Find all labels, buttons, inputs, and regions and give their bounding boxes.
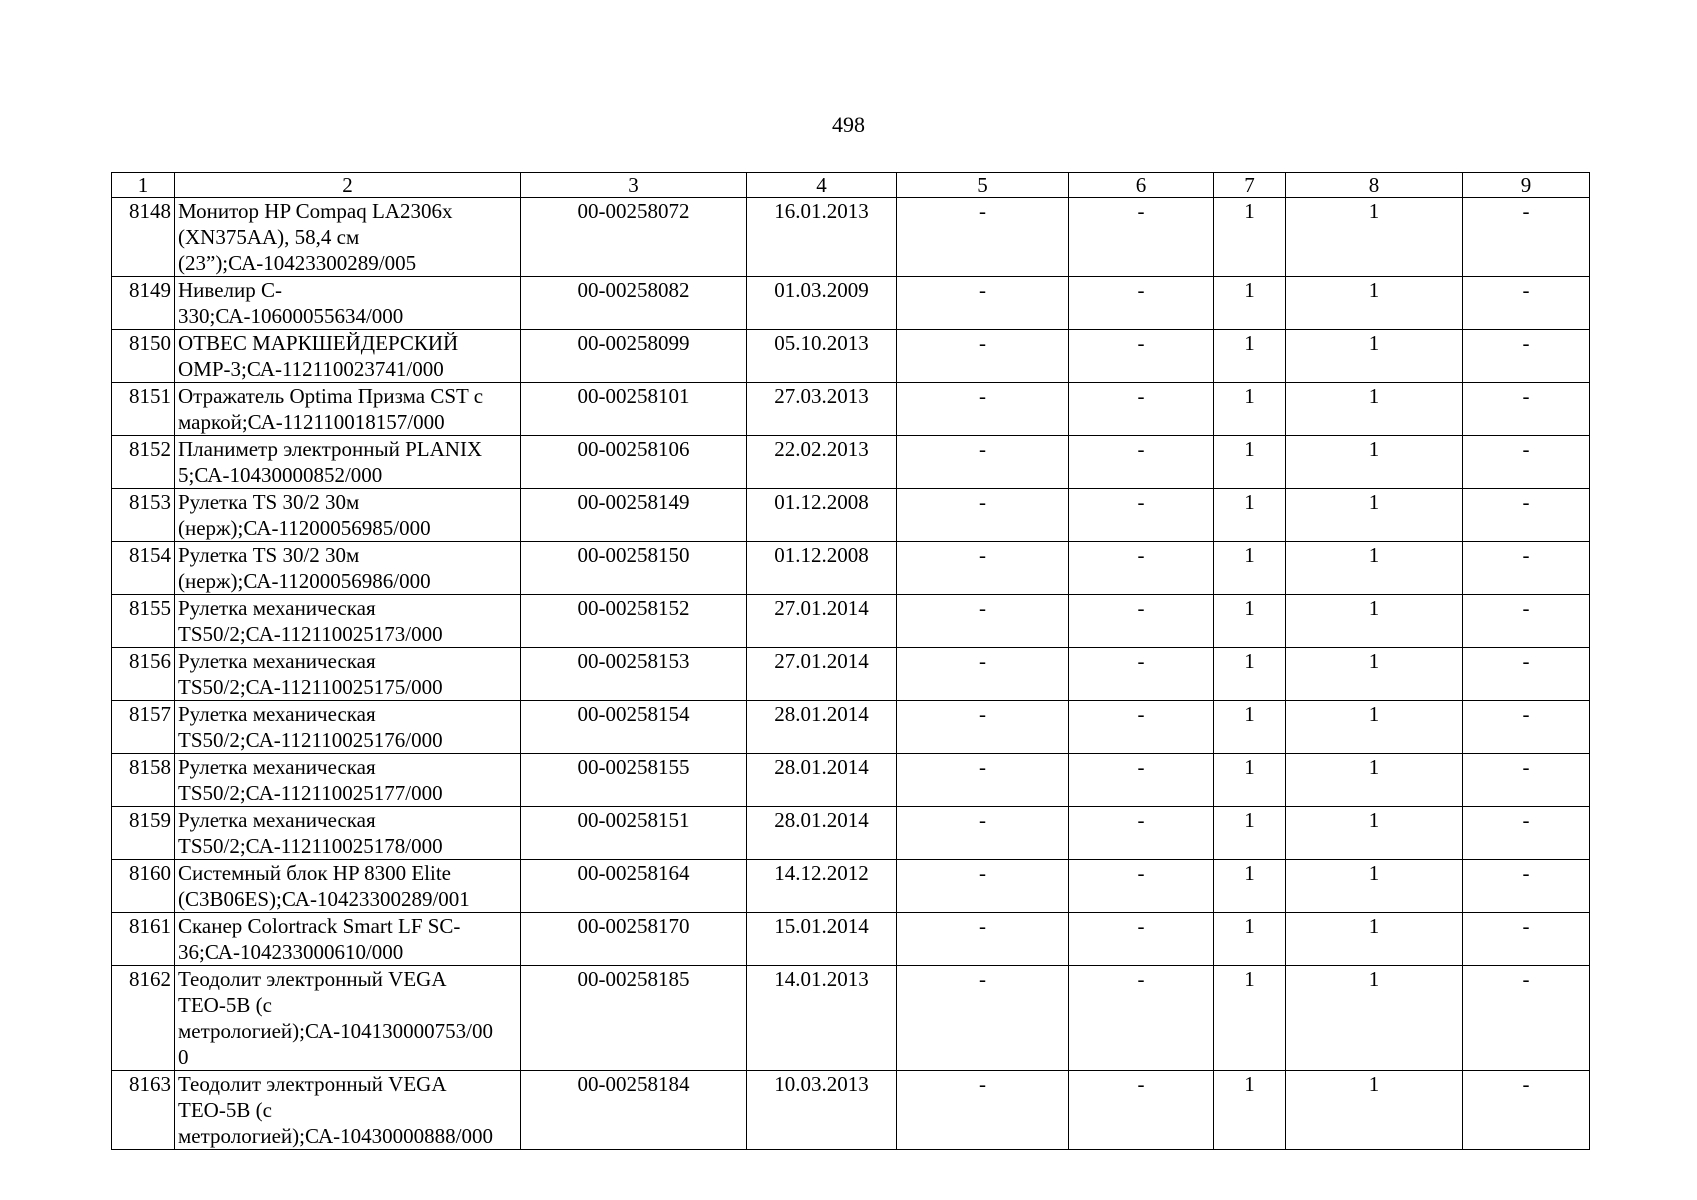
inventory-table — [111, 172, 1590, 1150]
table-row — [112, 860, 1590, 913]
col7-value: 1 — [1214, 198, 1286, 277]
col9-value: - — [1463, 330, 1590, 383]
col7-value: 1 — [1214, 489, 1286, 542]
col7-value: 1 — [1214, 754, 1286, 807]
item-name — [175, 648, 521, 701]
item-name-line: Теодолит электронный VEGA — [178, 967, 447, 991]
item-name-line: маркой;СА-112110018157/000 — [178, 410, 445, 434]
item-name-line: Рулетка механическая — [178, 755, 376, 779]
col5-value: - — [897, 860, 1069, 913]
item-name-line: (XN375AA), 58,4 см — [178, 225, 360, 249]
col6-value: - — [1069, 1071, 1214, 1150]
item-name-line: 5;СА-10430000852/000 — [178, 463, 383, 487]
col9-value: - — [1463, 648, 1590, 701]
row-number: 8154 — [112, 542, 175, 595]
item-name-line: Сканер Colortrack Smart LF SC- — [178, 914, 461, 938]
col7-value: 1 — [1214, 701, 1286, 754]
col8-value: 1 — [1286, 595, 1463, 648]
item-name — [175, 542, 521, 595]
col8-value: 1 — [1286, 383, 1463, 436]
col6-value: - — [1069, 913, 1214, 966]
item-name — [175, 966, 521, 1071]
col5-value: - — [897, 198, 1069, 277]
item-name — [175, 913, 521, 966]
inventory-number: 00-00258185 — [521, 966, 747, 1071]
item-name-line: (нерж);СА-11200056985/000 — [178, 516, 431, 540]
col9-value: - — [1463, 1071, 1590, 1150]
date: 28.01.2014 — [747, 701, 897, 754]
item-name-line: TS50/2;СА-112110025175/000 — [178, 675, 443, 699]
date: 16.01.2013 — [747, 198, 897, 277]
date: 10.03.2013 — [747, 1071, 897, 1150]
col9-value: - — [1463, 701, 1590, 754]
col6-value: - — [1069, 542, 1214, 595]
inventory-number: 00-00258149 — [521, 489, 747, 542]
inventory-number: 00-00258101 — [521, 383, 747, 436]
inventory-number: 00-00258170 — [521, 913, 747, 966]
inventory-number: 00-00258072 — [521, 198, 747, 277]
col8-value: 1 — [1286, 648, 1463, 701]
date: 14.12.2012 — [747, 860, 897, 913]
item-name-line: (нерж);СА-11200056986/000 — [178, 569, 431, 593]
column-header: 8 — [1286, 173, 1463, 198]
col8-value: 1 — [1286, 330, 1463, 383]
col8-value: 1 — [1286, 860, 1463, 913]
table-row — [112, 542, 1590, 595]
item-name-line: 0 — [178, 1045, 189, 1069]
column-header: 4 — [747, 173, 897, 198]
col5-value: - — [897, 913, 1069, 966]
item-name-line: Рулетка механическая — [178, 702, 376, 726]
item-name-line: 36;СА-104233000610/000 — [178, 940, 404, 964]
col8-value: 1 — [1286, 807, 1463, 860]
row-number: 8158 — [112, 754, 175, 807]
col5-value: - — [897, 701, 1069, 754]
inventory-number: 00-00258150 — [521, 542, 747, 595]
col6-value: - — [1069, 595, 1214, 648]
row-number: 8153 — [112, 489, 175, 542]
col7-value: 1 — [1214, 860, 1286, 913]
col7-value: 1 — [1214, 542, 1286, 595]
item-name — [175, 330, 521, 383]
item-name — [175, 807, 521, 860]
header-row — [112, 173, 1590, 198]
inventory-number: 00-00258184 — [521, 1071, 747, 1150]
col8-value: 1 — [1286, 277, 1463, 330]
table-row — [112, 330, 1590, 383]
item-name-line: TEO-5B (с — [178, 993, 272, 1017]
date: 15.01.2014 — [747, 913, 897, 966]
col9-value: - — [1463, 807, 1590, 860]
item-name-line: (23”);СА-10423300289/005 — [178, 251, 417, 275]
row-number: 8155 — [112, 595, 175, 648]
date: 01.12.2008 — [747, 489, 897, 542]
col7-value: 1 — [1214, 1071, 1286, 1150]
row-number: 8156 — [112, 648, 175, 701]
date: 05.10.2013 — [747, 330, 897, 383]
item-name-line: Рулетка механическая — [178, 649, 376, 673]
item-name-line: Нивелир С- — [178, 278, 282, 302]
col5-value: - — [897, 807, 1069, 860]
col5-value: - — [897, 542, 1069, 595]
column-header: 5 — [897, 173, 1069, 198]
inventory-number: 00-00258152 — [521, 595, 747, 648]
item-name — [175, 277, 521, 330]
col6-value: - — [1069, 648, 1214, 701]
col9-value: - — [1463, 436, 1590, 489]
item-name-line: Монитор HP Compaq LA2306x — [178, 199, 453, 223]
row-number: 8163 — [112, 1071, 175, 1150]
col8-value: 1 — [1286, 913, 1463, 966]
row-number: 8152 — [112, 436, 175, 489]
item-name-line: TS50/2;СА-112110025173/000 — [178, 622, 443, 646]
item-name — [175, 383, 521, 436]
col9-value: - — [1463, 860, 1590, 913]
col6-value: - — [1069, 807, 1214, 860]
item-name-line: ОМР-3;СА-112110023741/000 — [178, 357, 444, 381]
item-name — [175, 595, 521, 648]
table-row — [112, 436, 1590, 489]
row-number: 8149 — [112, 277, 175, 330]
col5-value: - — [897, 436, 1069, 489]
table-row — [112, 198, 1590, 277]
row-number: 8157 — [112, 701, 175, 754]
row-number: 8161 — [112, 913, 175, 966]
item-name-line: ОТВЕС МАРКШЕЙДЕРСКИЙ — [178, 331, 459, 355]
inventory-number: 00-00258106 — [521, 436, 747, 489]
col5-value: - — [897, 277, 1069, 330]
column-header: 7 — [1214, 173, 1286, 198]
col6-value: - — [1069, 277, 1214, 330]
col6-value: - — [1069, 966, 1214, 1071]
row-number: 8159 — [112, 807, 175, 860]
table-row — [112, 913, 1590, 966]
date: 27.03.2013 — [747, 383, 897, 436]
date: 27.01.2014 — [747, 648, 897, 701]
col6-value: - — [1069, 383, 1214, 436]
col8-value: 1 — [1286, 754, 1463, 807]
col7-value: 1 — [1214, 277, 1286, 330]
item-name — [175, 489, 521, 542]
inventory-number: 00-00258164 — [521, 860, 747, 913]
col8-value: 1 — [1286, 701, 1463, 754]
inventory-number: 00-00258154 — [521, 701, 747, 754]
inventory-number: 00-00258155 — [521, 754, 747, 807]
row-number: 8151 — [112, 383, 175, 436]
col9-value: - — [1463, 489, 1590, 542]
col8-value: 1 — [1286, 489, 1463, 542]
table-row — [112, 966, 1590, 1071]
col7-value: 1 — [1214, 595, 1286, 648]
col5-value: - — [897, 966, 1069, 1071]
col9-value: - — [1463, 595, 1590, 648]
item-name-line: Системный блок HP 8300 Elite — [178, 861, 451, 885]
table-row — [112, 1071, 1590, 1150]
inventory-number: 00-00258151 — [521, 807, 747, 860]
col8-value: 1 — [1286, 198, 1463, 277]
column-header: 2 — [175, 173, 521, 198]
table-row — [112, 383, 1590, 436]
inventory-number: 00-00258153 — [521, 648, 747, 701]
date: 01.12.2008 — [747, 542, 897, 595]
col9-value: - — [1463, 913, 1590, 966]
item-name-line: Рулетка механическая — [178, 808, 376, 832]
col6-value: - — [1069, 701, 1214, 754]
col6-value: - — [1069, 860, 1214, 913]
item-name-line: TS50/2;СА-112110025176/000 — [178, 728, 443, 752]
col9-value: - — [1463, 277, 1590, 330]
row-number: 8162 — [112, 966, 175, 1071]
col6-value: - — [1069, 754, 1214, 807]
table-row — [112, 595, 1590, 648]
date: 22.02.2013 — [747, 436, 897, 489]
date: 28.01.2014 — [747, 807, 897, 860]
col9-value: - — [1463, 754, 1590, 807]
item-name-line: метрологией);СА-104130000753/00 — [178, 1019, 493, 1043]
column-header: 3 — [521, 173, 747, 198]
date: 14.01.2013 — [747, 966, 897, 1071]
col5-value: - — [897, 595, 1069, 648]
col7-value: 1 — [1214, 966, 1286, 1071]
table-row — [112, 489, 1590, 542]
item-name-line: Рулетка TS 30/2 30м — [178, 490, 360, 514]
col5-value: - — [897, 754, 1069, 807]
table-row — [112, 701, 1590, 754]
item-name — [175, 701, 521, 754]
item-name-line: TS50/2;СА-112110025177/000 — [178, 781, 443, 805]
item-name — [175, 860, 521, 913]
item-name-line: (C3B06ES);СА-10423300289/001 — [178, 887, 470, 911]
item-name — [175, 1071, 521, 1150]
item-name-line: TEO-5B (с — [178, 1098, 272, 1122]
col8-value: 1 — [1286, 966, 1463, 1071]
item-name-line: Планиметр электронный PLANIX — [178, 437, 483, 461]
table-row — [112, 754, 1590, 807]
col7-value: 1 — [1214, 913, 1286, 966]
row-number: 8148 — [112, 198, 175, 277]
item-name — [175, 754, 521, 807]
column-header: 6 — [1069, 173, 1214, 198]
col5-value: - — [897, 330, 1069, 383]
col7-value: 1 — [1214, 383, 1286, 436]
col7-value: 1 — [1214, 648, 1286, 701]
item-name-line: Отражатель Optima Призма CST с — [178, 384, 484, 408]
item-name — [175, 436, 521, 489]
col9-value: - — [1463, 542, 1590, 595]
col9-value: - — [1463, 383, 1590, 436]
col6-value: - — [1069, 198, 1214, 277]
col5-value: - — [897, 383, 1069, 436]
col8-value: 1 — [1286, 542, 1463, 595]
column-header: 9 — [1463, 173, 1590, 198]
inventory-number: 00-00258082 — [521, 277, 747, 330]
item-name-line: TS50/2;СА-112110025178/000 — [178, 834, 443, 858]
inventory-number: 00-00258099 — [521, 330, 747, 383]
date: 28.01.2014 — [747, 754, 897, 807]
col7-value: 1 — [1214, 330, 1286, 383]
item-name-line: метрологией);СА-10430000888/000 — [178, 1124, 493, 1148]
col7-value: 1 — [1214, 807, 1286, 860]
col7-value: 1 — [1214, 436, 1286, 489]
item-name-line: 330;СА-10600055634/000 — [178, 304, 404, 328]
page-number: 498 — [832, 112, 865, 137]
col5-value: - — [897, 648, 1069, 701]
table-row — [112, 807, 1590, 860]
item-name-line: Теодолит электронный VEGA — [178, 1072, 447, 1096]
col8-value: 1 — [1286, 1071, 1463, 1150]
col9-value: - — [1463, 966, 1590, 1071]
col6-value: - — [1069, 330, 1214, 383]
table-row — [112, 277, 1590, 330]
row-number: 8150 — [112, 330, 175, 383]
row-number: 8160 — [112, 860, 175, 913]
column-header: 1 — [112, 173, 175, 198]
col5-value: - — [897, 1071, 1069, 1150]
item-name — [175, 198, 521, 277]
table-body — [112, 198, 1590, 1150]
table-row — [112, 648, 1590, 701]
col6-value: - — [1069, 436, 1214, 489]
col6-value: - — [1069, 489, 1214, 542]
item-name-line: Рулетка TS 30/2 30м — [178, 543, 360, 567]
date: 27.01.2014 — [747, 595, 897, 648]
col9-value: - — [1463, 198, 1590, 277]
item-name-line: Рулетка механическая — [178, 596, 376, 620]
date: 01.03.2009 — [747, 277, 897, 330]
col8-value: 1 — [1286, 436, 1463, 489]
col5-value: - — [897, 489, 1069, 542]
